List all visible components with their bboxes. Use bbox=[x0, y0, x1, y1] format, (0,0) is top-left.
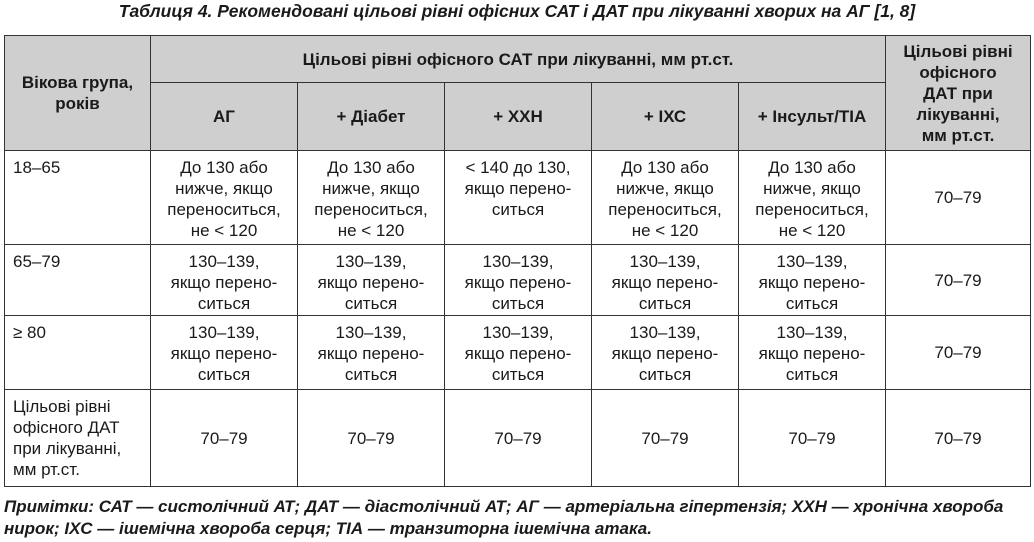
subheader-diabetes: + Діабет bbox=[298, 83, 445, 151]
sbp-cell: До 130 або нижче, якщо переноситься, не < 120 bbox=[298, 151, 445, 245]
dbp-cell: 70–79 bbox=[886, 245, 1031, 316]
sbp-cell: До 130 або нижче, якщо переноситься, не < 120 bbox=[151, 151, 298, 245]
sbp-cell: До 130 або нижче, якщо переноситься, не < 120 bbox=[592, 151, 739, 245]
row-label: ≥ 80 bbox=[5, 316, 151, 390]
table-row bbox=[5, 316, 1031, 390]
sbp-cell: 70–79 bbox=[739, 390, 886, 487]
sbp-cell: 70–79 bbox=[151, 390, 298, 487]
table-row bbox=[5, 390, 1031, 487]
sbp-cell: 130–139, якщо перено- ситься bbox=[739, 245, 886, 316]
sbp-cell: 130–139, якщо перено- ситься bbox=[592, 245, 739, 316]
sbp-cell: До 130 або нижче, якщо переноситься, не < 120 bbox=[739, 151, 886, 245]
subheader-ag: АГ bbox=[151, 83, 298, 151]
table-caption: Таблиця 4. Рекомендовані цільові рівні офісних САТ і ДАТ при лікуванні хворих на АГ [1, 8] bbox=[118, 1, 916, 21]
subheader-stroke-tia: + Інсульт/ТІА bbox=[739, 83, 886, 151]
sbp-cell: 130–139, якщо перено- ситься bbox=[298, 245, 445, 316]
dbp-column-header: Цільові рівні офісного ДАТ при лікуванні, мм рт.ст. bbox=[886, 36, 1031, 151]
sbp-cell: 130–139, якщо перено- ситься bbox=[592, 316, 739, 390]
target-bp-table bbox=[4, 35, 1031, 487]
table-notes: Примітки: САТ — систолічний АТ; ДАТ — діастолічний АТ; АГ — артеріальна гіпертензія; ХХН — хронічна хвороба нирок; ІХС — ішемічна хвороба серця; ТІА — транзиторна ішемічна атака. bbox=[4, 497, 1004, 538]
table-row bbox=[5, 151, 1031, 245]
dbp-cell: 70–79 bbox=[886, 390, 1031, 487]
age-group-header: Вікова група, років bbox=[5, 36, 151, 151]
row-label: 65–79 bbox=[5, 245, 151, 316]
sbp-cell: 70–79 bbox=[592, 390, 739, 487]
sbp-cell: < 140 до 130, якщо перено- ситься bbox=[445, 151, 592, 245]
sbp-cell: 130–139, якщо перено- ситься bbox=[151, 316, 298, 390]
subheader-ihd: + ІХС bbox=[592, 83, 739, 151]
sbp-cell: 130–139, якщо перено- ситься bbox=[151, 245, 298, 316]
row-label: 18–65 bbox=[5, 151, 151, 245]
sbp-cell: 130–139, якщо перено- ситься bbox=[445, 316, 592, 390]
table-row bbox=[5, 245, 1031, 316]
sbp-cell: 70–79 bbox=[445, 390, 592, 487]
dbp-cell: 70–79 bbox=[886, 316, 1031, 390]
subheader-ckd: + ХХН bbox=[445, 83, 592, 151]
sbp-cell: 130–139, якщо перено- ситься bbox=[739, 316, 886, 390]
sbp-cell: 130–139, якщо перено- ситься bbox=[445, 245, 592, 316]
sbp-cell: 70–79 bbox=[298, 390, 445, 487]
sbp-cell: 130–139, якщо перено- ситься bbox=[298, 316, 445, 390]
row-label: Цільові рівні офісного ДАТ при лікуванні, мм рт.ст. bbox=[5, 390, 151, 487]
sbp-group-header: Цільові рівні офісного САТ при лікуванні, мм рт.ст. bbox=[151, 36, 886, 83]
dbp-cell: 70–79 bbox=[886, 151, 1031, 245]
